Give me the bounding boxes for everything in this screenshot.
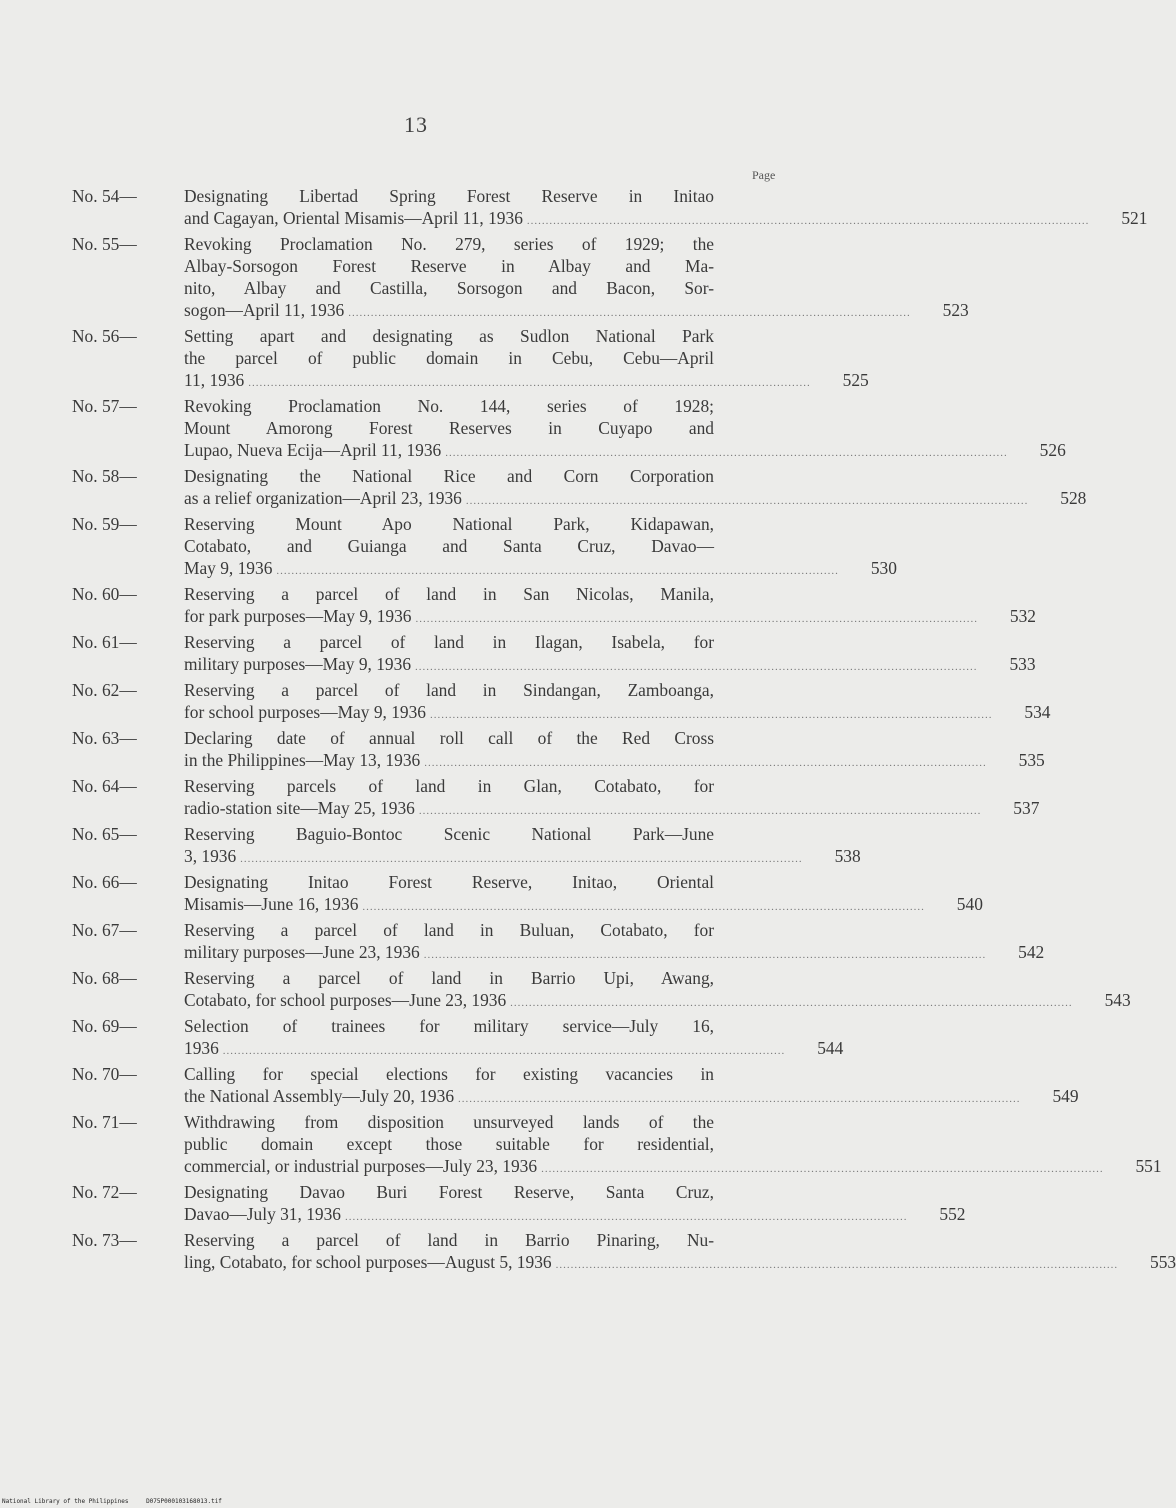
toc-entry	[72, 1229, 1176, 1276]
entry-title-line: for park purposes—May 9, 1936	[184, 606, 412, 626]
dot-leader	[424, 752, 987, 774]
entry-title-line: 11, 1936	[184, 370, 245, 390]
proclamation-number: No. 55—	[72, 234, 137, 254]
page-number: 13	[404, 112, 428, 137]
toc-entry-line	[72, 749, 1045, 774]
toc-entry	[72, 233, 969, 324]
dot-leader	[466, 490, 1029, 512]
toc-entry-line	[72, 347, 798, 369]
page-reference: 532	[1009, 606, 1036, 626]
toc-entry-line	[72, 727, 798, 749]
dot-leader	[348, 302, 911, 324]
toc-entry	[72, 727, 1045, 774]
page-reference: 530	[870, 558, 897, 578]
toc-entry	[72, 185, 1148, 232]
entry-title-line: Cotabato, and Guianga and Santa Cruz, Davao—	[184, 536, 714, 556]
dot-leader	[541, 1158, 1104, 1180]
page-reference: 526	[1039, 440, 1066, 460]
toc-entry-line	[72, 1015, 798, 1037]
dot-leader	[345, 1206, 908, 1228]
toc-entry	[72, 679, 1051, 726]
dot-leader	[362, 896, 925, 918]
toc-entry-line	[72, 1251, 1176, 1276]
proclamation-number: No. 70—	[72, 1064, 137, 1084]
proclamation-number: No. 64—	[72, 776, 137, 796]
page-reference: 533	[1009, 654, 1036, 674]
toc-entry-line	[72, 535, 798, 557]
toc-entry	[72, 631, 1036, 678]
proclamation-number: No. 62—	[72, 680, 137, 700]
toc-entry	[72, 1063, 1079, 1110]
toc-entry-line	[72, 989, 1131, 1014]
page-reference: 543	[1104, 990, 1131, 1010]
toc-entry-line	[72, 845, 861, 870]
page-reference: 521	[1121, 208, 1148, 228]
page-reference: 528	[1060, 488, 1087, 508]
entry-title-line: Albay-Sorsogon Forest Reserve in Albay and Ma-	[184, 256, 714, 276]
toc-entry-line	[72, 207, 1148, 232]
footer-file: D075P000103168013.tif	[146, 1498, 222, 1505]
toc-entry-line	[72, 967, 798, 989]
toc-entry-line	[72, 1229, 798, 1251]
toc-entry-line	[72, 465, 798, 487]
page-reference: 538	[834, 846, 861, 866]
entry-title-line: the National Assembly—July 20, 1936	[184, 1086, 455, 1106]
page-reference: 552	[939, 1204, 966, 1224]
proclamation-number: No. 67—	[72, 920, 137, 940]
proclamation-number: No. 71—	[72, 1112, 137, 1132]
toc-entry-line	[72, 1037, 844, 1062]
toc-entry-line	[72, 653, 1036, 678]
proclamation-number: No. 72—	[72, 1182, 137, 1202]
toc-entry-line	[72, 919, 798, 941]
proclamation-number: No. 66—	[72, 872, 137, 892]
toc-entry-line	[72, 871, 798, 893]
toc-entry-line	[72, 605, 1036, 630]
page-reference: 535	[1018, 750, 1045, 770]
entry-title-line: the parcel of public domain in Cebu, Cebu—April	[184, 348, 714, 368]
proclamation-number: No. 61—	[72, 632, 137, 652]
entry-title-line: as a relief organization—April 23, 1936	[184, 488, 462, 508]
toc-entry	[72, 325, 869, 394]
page-reference: 551	[1135, 1156, 1162, 1176]
toc-entry-line	[72, 893, 983, 918]
entry-title-line: Designating Libertad Spring Forest Reserve in Initao	[184, 186, 714, 206]
toc-entry-line	[72, 1085, 1079, 1110]
dot-leader	[458, 1088, 1021, 1110]
page-column-label: Page	[752, 168, 776, 182]
entry-title-line: Reserving a parcel of land in Sindangan, Zamboanga,	[184, 680, 714, 700]
entry-title-line: Reserving a parcel of land in Ilagan, Isabela, for	[184, 632, 714, 652]
entry-title-line: Davao—July 31, 1936	[184, 1204, 341, 1224]
toc-entry-line	[72, 701, 1051, 726]
proclamation-number: No. 54—	[72, 186, 137, 206]
toc-entry-line	[72, 823, 798, 845]
toc-entry-line	[72, 631, 798, 653]
dot-leader	[510, 992, 1073, 1014]
toc-entry-line	[72, 1155, 1162, 1180]
toc-entry-line	[72, 439, 1066, 464]
entry-title-line: commercial, or industrial purposes—July 23, 1936	[184, 1156, 538, 1176]
proclamation-number: No. 59—	[72, 514, 137, 534]
entry-title-line: Designating Initao Forest Reserve, Initao, Oriental	[184, 872, 714, 892]
proclamation-number: No. 65—	[72, 824, 137, 844]
proclamation-number: No. 69—	[72, 1016, 137, 1036]
toc-entry-line	[72, 775, 798, 797]
dot-leader	[223, 1040, 786, 1062]
entry-title-line: Lupao, Nueva Ecija—April 11, 1936	[184, 440, 442, 460]
page-reference: 537	[1013, 798, 1040, 818]
page-reference: 534	[1024, 702, 1051, 722]
entry-title-line: Selection of trainees for military service—July 16,	[184, 1016, 714, 1036]
entry-title-line: May 9, 1936	[184, 558, 273, 578]
entry-title-line: Withdrawing from disposition unsurveyed lands of the	[184, 1112, 714, 1132]
proclamation-number: No. 57—	[72, 396, 137, 416]
dot-leader	[445, 442, 1008, 464]
toc-entry-line	[72, 1063, 798, 1085]
page-reference: 542	[1018, 942, 1045, 962]
toc-entry	[72, 967, 1131, 1014]
entry-title-line: Reserving parcels of land in Glan, Cotabato, for	[184, 776, 714, 796]
toc-entry-line	[72, 941, 1045, 966]
page-reference: 544	[817, 1038, 844, 1058]
entry-title-line: Reserving a parcel of land in Barrio Pinaring, Nu-	[184, 1230, 714, 1250]
entry-title-line: and Cagayan, Oriental Misamis—April 11, 1936	[184, 208, 523, 228]
toc-entry-line	[72, 233, 798, 255]
toc-entry-line	[72, 1181, 798, 1203]
entry-title-line: in the Philippines—May 13, 1936	[184, 750, 421, 770]
page-reference: 540	[956, 894, 983, 914]
toc-entry-line	[72, 395, 798, 417]
proclamation-number: No. 68—	[72, 968, 137, 988]
entry-title-line: Cotabato, for school purposes—June 23, 1936	[184, 990, 507, 1010]
toc-entry-line	[72, 325, 798, 347]
entry-title-line: Reserving a parcel of land in Buluan, Cotabato, for	[184, 920, 714, 940]
toc-entry	[72, 1111, 1162, 1180]
toc-entry-line	[72, 277, 798, 299]
scan-footer	[2, 1498, 236, 1505]
footer-library: National Library of the Philippines	[2, 1498, 129, 1505]
page-reference: 553	[1150, 1252, 1176, 1272]
toc-entry-line	[72, 1133, 798, 1155]
entry-title-line: Declaring date of annual roll call of the Red Cross	[184, 728, 714, 748]
toc-entry-line	[72, 417, 798, 439]
toc-entry-line	[72, 583, 798, 605]
entry-title-line: 1936	[184, 1038, 219, 1058]
proclamation-number: No. 56—	[72, 326, 137, 346]
entry-title-line: Misamis—June 16, 1936	[184, 894, 359, 914]
entry-title-line: Mount Amorong Forest Reserves in Cuyapo and	[184, 418, 714, 438]
entry-title-line: Designating Davao Buri Forest Reserve, Santa Cruz,	[184, 1182, 714, 1202]
toc-entry	[72, 871, 983, 918]
entry-title-line: Revoking Proclamation No. 279, series of 1929; the	[184, 234, 714, 254]
entry-title-line: public domain except those suitable for residential,	[184, 1134, 714, 1154]
entry-title-line: 3, 1936	[184, 846, 237, 866]
toc-entry-line	[72, 557, 897, 582]
entry-title-line: nito, Albay and Castilla, Sorsogon and Bacon, Sor-	[184, 278, 714, 298]
page-reference: 525	[842, 370, 869, 390]
toc-entry-line	[72, 487, 1087, 512]
entry-title-line: Reserving Baguio-Bontoc Scenic National Park—June	[184, 824, 714, 844]
dot-leader	[276, 560, 839, 582]
toc-entry	[72, 583, 1036, 630]
toc-entry-line	[72, 1111, 798, 1133]
toc-entry-line	[72, 369, 869, 394]
proclamation-number: No. 63—	[72, 728, 137, 748]
entry-title-line: for school purposes—May 9, 1936	[184, 702, 426, 722]
entry-title-line: Setting apart and designating as Sudlon National Park	[184, 326, 714, 346]
dot-leader	[240, 848, 803, 870]
toc-entry-line	[72, 679, 798, 701]
toc-entry	[72, 1181, 966, 1228]
toc-entry	[72, 513, 897, 582]
dot-leader	[527, 210, 1090, 232]
entry-title-line: Revoking Proclamation No. 144, series of 1928;	[184, 396, 714, 416]
entry-title-line: Designating the National Rice and Corn Corporation	[184, 466, 714, 486]
entry-title-line: Calling for special elections for existing vacancies in	[184, 1064, 714, 1084]
dot-leader	[430, 704, 993, 726]
toc-entry	[72, 919, 1045, 966]
toc-entry	[72, 823, 861, 870]
dot-leader	[419, 800, 982, 822]
entry-title-line: radio-station site—May 25, 1936	[184, 798, 415, 818]
toc-entry	[72, 395, 1066, 464]
toc-entry-line	[72, 513, 798, 535]
entry-title-line: military purposes—May 9, 1936	[184, 654, 412, 674]
page-reference: 549	[1052, 1086, 1079, 1106]
toc-entry	[72, 1015, 844, 1062]
entry-title-line: Reserving Mount Apo National Park, Kidapawan,	[184, 514, 714, 534]
toc-entry-line	[72, 797, 1040, 822]
dot-leader	[556, 1254, 1119, 1276]
table-of-contents	[72, 185, 1176, 1277]
entry-title-line: Reserving a parcel of land in San Nicolas, Manila,	[184, 584, 714, 604]
dot-leader	[248, 372, 811, 394]
toc-entry-line	[72, 185, 798, 207]
toc-entry-line	[72, 1203, 966, 1228]
dot-leader	[424, 944, 987, 966]
proclamation-number: No. 60—	[72, 584, 137, 604]
entry-title-line: ling, Cotabato, for school purposes—August 5, 1936	[184, 1252, 552, 1272]
toc-entry-line	[72, 299, 969, 324]
toc-entry	[72, 465, 1087, 512]
proclamation-number: No. 73—	[72, 1230, 137, 1250]
entry-title-line: military purposes—June 23, 1936	[184, 942, 420, 962]
toc-entry	[72, 775, 1040, 822]
page-reference: 523	[942, 300, 969, 320]
dot-leader	[415, 656, 978, 678]
dot-leader	[416, 608, 979, 630]
toc-entry-line	[72, 255, 798, 277]
entry-title-line: Reserving a parcel of land in Barrio Upi, Awang,	[184, 968, 714, 988]
entry-title-line: sogon—April 11, 1936	[184, 300, 345, 320]
proclamation-number: No. 58—	[72, 466, 137, 486]
